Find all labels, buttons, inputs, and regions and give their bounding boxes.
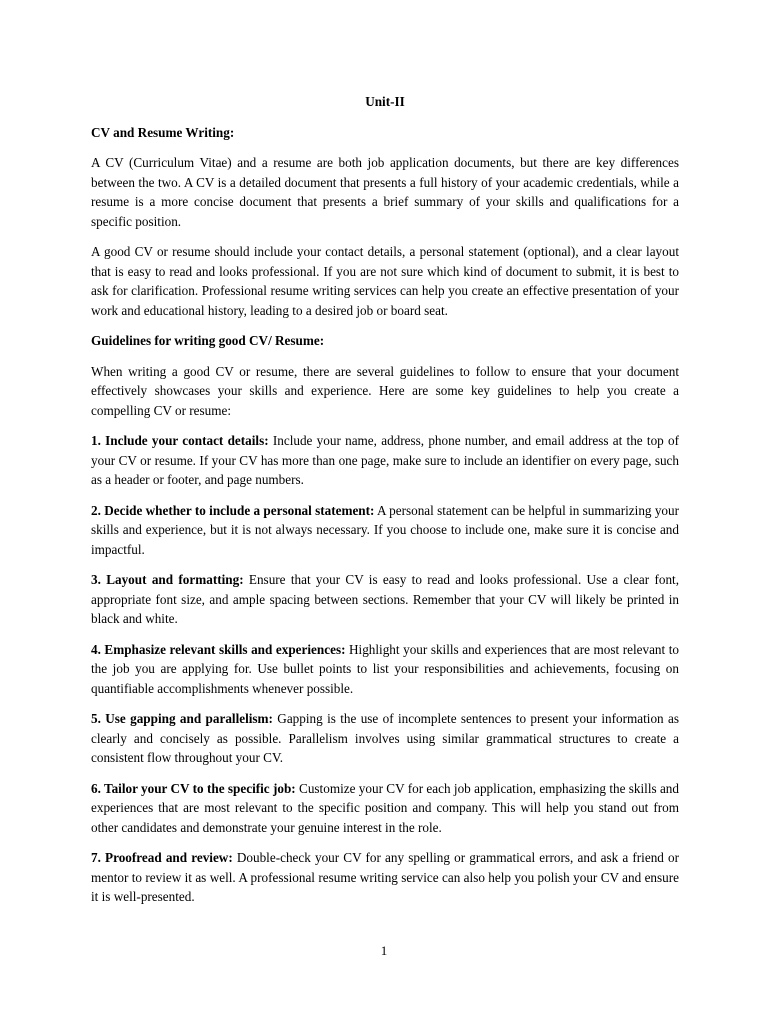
- guideline-text: A personal statement can be helpful in summarizing your skills and experience, but it is not always necessary. If you choose to include one, make sure it is concise and impactful.: [91, 502, 680, 557]
- intro-paragraph-2: A good CV or resume should include your contact details, a personal statement (optional), and a clear layout that is easy to read and looks professional. If you are not sure which kind of document to submit, it is best to ask for clarification. Professional resume writing services can help you create an effective presentation of your work and educational history, leading to a desired job or board seat.: [91, 244, 679, 318]
- intro-paragraph-1: A CV (Curriculum Vitae) and a resume are both job application documents, but there are key differences between the two. A CV is a detailed document that presents a full history of your academic credentials, while a resume is a more concise document that presents a brief summary of your skills and qualifications for a specific position.: [91, 155, 679, 229]
- guideline-text: Include your name, address, phone number, and email address at the top of your CV or resume. If your CV has more than one page, make sure to include an identifier on every page, such as a header or footer, and page numbers.: [91, 433, 679, 487]
- guideline-title: 6. Tailor your CV to the specific job:: [91, 780, 296, 796]
- guideline-title: 3. Layout and formatting:: [91, 572, 244, 587]
- document-body: [91, 92, 679, 918]
- guideline-title: 1. Include your contact details:: [91, 433, 269, 448]
- guideline-text: Double-check your CV for any spelling or grammatical errors, and ask a friend or mentor to review it as well. A professional resume writing service can also help you polish your CV and ensure it is well-presented.: [91, 850, 680, 904]
- guideline-text: Customize your CV for each job application, emphasizing the skills and experiences that are most relevant to the specific position and company. This will help you stand out from other candidates and demonstrate your genuine interest in the role.: [91, 780, 679, 835]
- guideline-item-7: [91, 848, 679, 907]
- guideline-title: 5. Use gapping and parallelism:: [91, 711, 273, 726]
- guideline-text: Ensure that your CV is easy to read and looks professional. Use a clear font, appropriate font size, and ample spacing between sections. Remember that your CV will likely be printed in black and white.: [91, 572, 680, 626]
- guideline-title: 7. Proofread and review:: [91, 850, 233, 865]
- guideline-text: Gapping is the use of incomplete sentences to present your information as clearly and concisely as possible. Parallelism involves using similar grammatical structures to create a consistent flow throughout your CV.: [91, 711, 679, 765]
- guidelines-intro: When writing a good CV or resume, there are several guidelines to follow to ensure that your document effectively showcases your skills and experience. Here are some key guidelines to help you create a compelling CV or resume:: [91, 363, 679, 418]
- guideline-item-2: [91, 501, 679, 560]
- guideline-item-6: [91, 779, 679, 838]
- guideline-title: 4. Emphasize relevant skills and experiences:: [91, 641, 346, 657]
- unit-title: Unit-II: [365, 94, 405, 109]
- page-number: 1: [380, 943, 388, 958]
- guideline-text: Highlight your skills and experiences that are most relevant to the job you are applying for. Use bullet points to list your responsibilities and achievements, focusing on quantifiable accomplishments whenever possible.: [91, 641, 679, 696]
- guideline-item-3: [91, 570, 679, 629]
- section-heading-guidelines: Guidelines for writing good CV/ Resume:: [91, 333, 325, 348]
- section-heading-cv-resume: CV and Resume Writing:: [91, 124, 235, 140]
- guideline-item-5: [91, 709, 679, 768]
- guideline-item-4: [91, 640, 679, 699]
- guideline-item-1: [91, 431, 679, 490]
- guideline-title: 2. Decide whether to include a personal statement:: [91, 502, 375, 518]
